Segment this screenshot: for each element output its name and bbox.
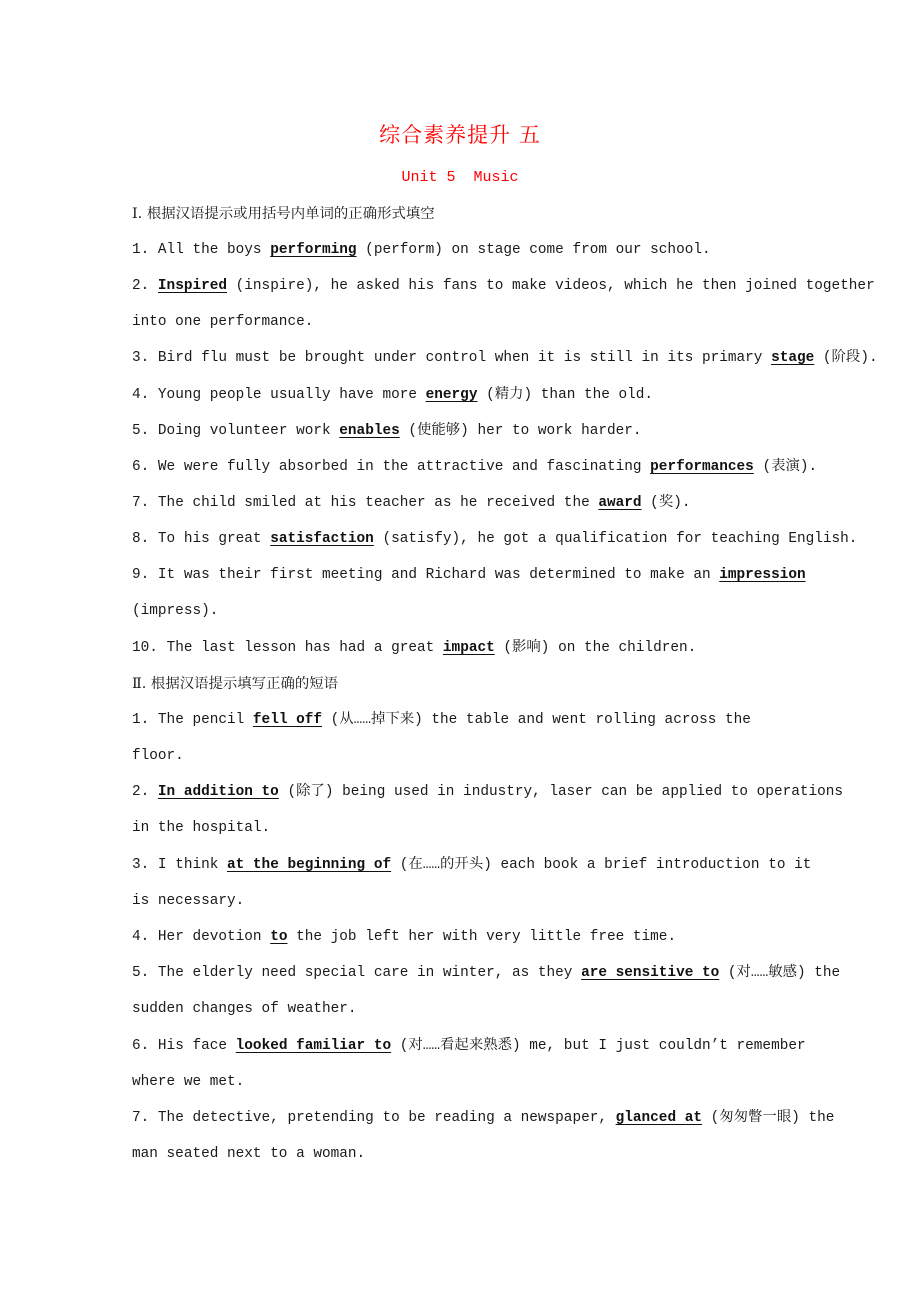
item-text-after: (satisfy), he got a qualification for teaching English.: [373, 531, 858, 547]
item-text-before: Doing volunteer work: [157, 423, 340, 439]
answer-fill: glanced at: [615, 1110, 702, 1126]
exercise-item: [132, 275, 875, 297]
item-number: 2.: [132, 278, 150, 294]
exercise-item: [132, 637, 812, 659]
item-number: 8.: [132, 531, 150, 547]
answer-fill: In addition to: [157, 784, 279, 800]
exercise-item: [132, 420, 812, 442]
item-text-before: Young people usually have more: [157, 387, 426, 403]
item-text-after: (inspire), he asked his fans to make videos, which he then joined together: [227, 278, 875, 294]
page-subtitle: Unit 5 Music: [401, 169, 519, 186]
exercise-item: [132, 564, 812, 586]
item-continuation: sudden changes of weather.: [132, 1001, 357, 1017]
item-number: 9.: [132, 567, 150, 583]
item-text-after: (使能够) her to work harder.: [399, 423, 642, 439]
item-continuation: in the hospital.: [132, 820, 271, 836]
item-continuation: where we met.: [132, 1074, 245, 1090]
item-text-after: (匆匆瞥一眼) the: [701, 1110, 835, 1126]
item-text-before: The detective, pretending to be reading a newspaper,: [157, 1110, 616, 1126]
item-text-after: (除了) being used in industry, laser can be applied to operations: [278, 784, 844, 800]
answer-fill: performances: [650, 459, 754, 475]
exercise-item: [132, 781, 844, 803]
section-heading-1: Ⅰ. 根据汉语提示或用括号内单词的正确形式填空: [132, 206, 435, 222]
section-heading-2: Ⅱ. 根据汉语提示填写正确的短语: [132, 676, 339, 692]
exercise-item: [132, 347, 878, 369]
item-text-before: The child smiled at his teacher as he received the: [157, 495, 599, 511]
exercise-item: [132, 492, 812, 514]
item-continuation: (impress).: [132, 603, 219, 619]
item-text-after: (奖).: [641, 495, 691, 511]
item-text-before: All the boys: [157, 242, 271, 258]
item-number: 3.: [132, 350, 150, 366]
answer-fill: stage: [771, 350, 815, 366]
item-continuation: man seated next to a woman.: [132, 1146, 366, 1162]
answer-fill: impression: [719, 567, 806, 583]
item-text-after: (精力) than the old.: [477, 387, 654, 403]
item-number: 6.: [132, 1038, 150, 1054]
exercise-item: [132, 854, 812, 876]
item-text-after: (影响) on the children.: [494, 640, 697, 656]
item-number: 4.: [132, 387, 150, 403]
item-text-after: (在……的开头) each book a brief introduction to it: [391, 857, 812, 873]
item-text-after: (对……敏感) the: [719, 965, 841, 981]
item-text-after: (perform) on stage come from our school.: [356, 242, 711, 258]
item-text-after: the job left her with very little free time.: [287, 929, 677, 945]
exercise-item: [132, 384, 812, 406]
page-title: 综合素养提升 五: [379, 123, 541, 147]
answer-fill: energy: [425, 387, 478, 403]
exercise-item: [132, 926, 812, 948]
item-number: 10.: [132, 640, 158, 656]
item-text-before: I think: [157, 857, 228, 873]
answer-fill: award: [598, 495, 642, 511]
item-text-after: (表演).: [753, 459, 818, 475]
item-number: 1.: [132, 712, 150, 728]
answer-fill: to: [270, 929, 288, 945]
item-text-before: His face: [157, 1038, 236, 1054]
item-text-before: It was their first meeting and Richard was determined to make an: [157, 567, 720, 583]
answer-fill: performing: [270, 242, 357, 258]
answer-fill: satisfaction: [270, 531, 374, 547]
item-number: 4.: [132, 929, 150, 945]
item-number: 5.: [132, 965, 150, 981]
item-text-before: We were fully absorbed in the attractive and fascinating: [157, 459, 651, 475]
exercise-item: [132, 528, 858, 550]
item-text-after: (阶段).: [814, 350, 878, 366]
exercise-item: [132, 1035, 812, 1057]
item-continuation: floor.: [132, 748, 184, 764]
answer-fill: fell off: [252, 712, 323, 728]
item-text-before: Her devotion: [157, 929, 271, 945]
item-number: 3.: [132, 857, 150, 873]
item-number: 6.: [132, 459, 150, 475]
answer-fill: looked familiar to: [235, 1038, 392, 1054]
exercise-item: [132, 962, 841, 984]
item-number: 7.: [132, 1110, 150, 1126]
answer-fill: impact: [442, 640, 495, 656]
item-text-before: To his great: [157, 531, 271, 547]
item-text-before: The pencil: [157, 712, 253, 728]
item-continuation: is necessary.: [132, 893, 245, 909]
item-number: 1.: [132, 242, 150, 258]
item-continuation: into one performance.: [132, 314, 314, 330]
item-text-before: The last lesson has had a great: [166, 640, 443, 656]
exercise-item: [132, 456, 818, 478]
answer-fill: Inspired: [157, 278, 228, 294]
exercise-item: [132, 1107, 835, 1129]
exercise-item: [132, 709, 812, 731]
exercise-item: [132, 239, 812, 261]
answer-fill: at the beginning of: [227, 857, 392, 873]
item-number: 2.: [132, 784, 150, 800]
item-number: 7.: [132, 495, 150, 511]
item-text-before: The elderly need special care in winter, as they: [157, 965, 582, 981]
answer-fill: are sensitive to: [581, 965, 720, 981]
item-text-before: Bird flu must be brought under control when it is still in its primary: [157, 350, 772, 366]
item-number: 5.: [132, 423, 150, 439]
answer-fill: enables: [339, 423, 400, 439]
item-text-after: (对……看起来熟悉) me, but I just couldn’t remember: [391, 1038, 806, 1054]
item-text-after: (从……掉下来) the table and went rolling across the: [322, 712, 751, 728]
